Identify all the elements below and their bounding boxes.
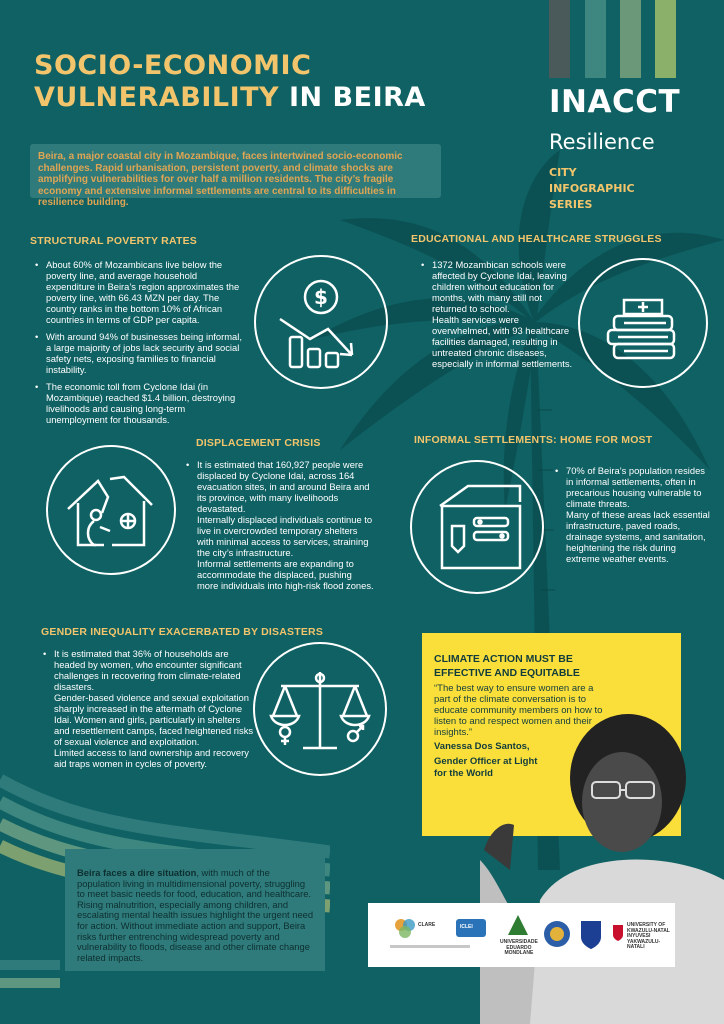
ukzn-line-1: UNIVERSITY OF <box>627 922 666 928</box>
informal-heading: INFORMAL SETTLEMENTS: HOME FOR MOST <box>414 434 653 446</box>
list-item: Health services were overwhelmed, with 93 healthcare facilities damaged, resulting in untreated chronic diseases, especially in informal settlements. <box>432 314 573 369</box>
clare-logo-icon <box>393 915 417 939</box>
ukzn-logo-text <box>627 923 675 951</box>
list-item: • It is estimated that 36% of households are headed by women, who encounter significant challenges in recovering from climate-related disasters. <box>42 648 254 692</box>
ukzn-line-3: INYUVESI <box>627 933 651 939</box>
displacement-heading: DISPLACEMENT CRISIS <box>196 437 321 449</box>
series-label-1: CITY <box>549 166 577 179</box>
list-item: Internally displaced individuals continue to live in overcrowded temporary shelters with minimal access to services, straining the city’s infrastructure. <box>197 514 373 558</box>
brand-stripe <box>585 0 606 78</box>
list-item: • 70% of Beira’s population resides in informal settlements, often in precarious housing vulnerable to climate threats. <box>554 465 712 509</box>
list-item: • It is estimated that 160,927 people were displaced by Cyclone Idai, across 164 evacuation sites, in and around Beira and its province, with many livelihoods devastated. <box>185 459 375 514</box>
conclusion-lead: Beira faces a dire situation <box>77 867 197 878</box>
list-item: Limited access to land ownership and recovery aid traps women in cycles of poverty. <box>54 747 249 769</box>
displacement-icon-circle <box>46 445 176 575</box>
quote-author-name: Vanessa Dos Santos, <box>434 741 530 752</box>
displacement-list <box>185 459 375 597</box>
makeshift-house-icon <box>412 462 542 592</box>
logo-sublines <box>390 945 470 948</box>
title-rest: IN BEIRA <box>279 82 426 113</box>
series-label-2: INFOGRAPHIC <box>549 182 635 195</box>
uem-line-3: MONDLANE <box>504 950 534 956</box>
partner-logos <box>368 903 675 967</box>
list-item: • With around 94% of businesses being informal, a large majority of jobs lack security and social safety nets, exposing families to financial instability. <box>34 331 246 375</box>
education-icon-circle <box>578 258 708 388</box>
list-item: Many of these areas lack essential infrastructure, paved roads, drainage systems, and sanitation, heightening the risk during extreme weather events. <box>566 509 710 564</box>
education-heading: EDUCATIONAL AND HEALTHCARE STRUGGLES <box>411 233 662 245</box>
poverty-list <box>34 259 246 431</box>
conclusion-para-1 <box>65 849 325 900</box>
ukzn-line-2: KWAZULU-NATAL <box>627 927 670 934</box>
conclusion-para-2: Rising malnutrition, especially among children, and escalating mental health issues highlight the urgent need for action. Without immediate action and support, Beira risks further entrenching widespread poverty and vulnerability to floods, disease and other climate change related impacts. <box>77 898 314 963</box>
portrait-photo <box>470 700 724 1024</box>
brand-name: INACCT <box>549 84 681 120</box>
books-medical-icon <box>580 260 706 386</box>
quote-heading-1: CLIMATE ACTION MUST BE <box>434 653 573 665</box>
broken-house-icon <box>48 447 174 573</box>
informal-list <box>554 465 712 570</box>
title-accent: VULNERABILITY <box>34 82 280 113</box>
list-item: • 1372 Mozambican schools were affected by Cyclone Idai, leaving children without education for months, with many still not returned to school. <box>420 259 578 314</box>
gender-icon-circle <box>253 642 387 776</box>
list-item: • The economic toll from Cyclone Idai (in Mozambique) reached $1.4 billion, destroying livelihoods and causing long-term unemployment for thousands. <box>34 381 246 425</box>
quote-author-role-1: Gender Officer at Light <box>434 756 538 767</box>
uem-line-2: EDUARDO <box>506 944 532 951</box>
quote-text: “The best way to ensure women are a part of the climate conversation is to educate community members on how to listen to and respect women and their insights.” <box>434 683 603 738</box>
education-list <box>420 259 578 375</box>
brand-stripe <box>655 0 676 78</box>
gender-heading: GENDER INEQUALITY EXACERBATED BY DISASTERS <box>41 626 324 638</box>
clare-logo-text: CLARE <box>418 922 436 928</box>
series-label-3: SERIES <box>549 198 593 211</box>
list-item: • About 60% of Mozambicans live below the poverty line, and average household expenditure in Beira’s region approximates the poverty line, with 66.43 MZN per day. The country ranks in the bottom 10% of African countries in terms of GDP per capita. <box>34 259 246 325</box>
informal-icon-circle <box>410 460 544 594</box>
uem-logo-text <box>500 940 538 957</box>
iclei-logo-text: ICLEI <box>460 924 473 930</box>
page-title-line-2 <box>34 82 426 114</box>
uem-line-1: UNIVERSIDADE <box>500 939 538 945</box>
page-title-line-1: SOCIO-ECONOMIC <box>34 50 312 81</box>
uem-logo-icon <box>506 913 530 937</box>
brand-stripe <box>620 0 641 78</box>
conclusion-panel <box>65 849 325 971</box>
ukzn-crest-icon <box>611 923 625 943</box>
intro-panel <box>30 144 441 208</box>
quote-author-role-2: for the World <box>434 768 493 779</box>
declining-finance-icon <box>256 257 386 387</box>
conclusion-rest: , with much of the population living in multidimensional poverty, struggling to meet basic needs for food, education, and healthcare. <box>77 867 312 900</box>
brand-subtitle: Resilience <box>549 130 655 154</box>
list-item: Informal settlements are expanding to accommodate the displaced, pushing more individuals into high-risk flood zones. <box>197 558 374 591</box>
brand-stripe <box>549 0 570 78</box>
list-item: Gender-based violence and sexual exploitation sharply increased in the aftermath of Cyclone Idai. Women and girls, particularly in shelters and resettlement camps, faced heightened risks of sexual violence and exploitation. <box>54 692 254 747</box>
quote-heading-2: EFFECTIVE AND EQUITABLE <box>434 667 580 679</box>
svg-text:$: $ <box>314 285 328 309</box>
gender-list <box>42 648 254 775</box>
shield-crest-icon <box>578 917 604 951</box>
ukzn-line-4: YAKWAZULU-NATALI <box>627 938 661 950</box>
intro-text: Beira, a major coastal city in Mozambique, faces intertwined socio-economic challenges. Rapid urbanisation, persistent poverty, and climate shocks are amplifying vulnerabilities for over half a million residents. The city’s fragile economy and extensive informal settlements are central to its difficulties in resilience building. <box>38 151 403 208</box>
poverty-heading: STRUCTURAL POVERTY RATES <box>30 235 197 247</box>
balance-scale-icon <box>255 644 385 774</box>
poverty-icon-circle <box>254 255 388 389</box>
emblem-seal-icon <box>543 917 571 951</box>
